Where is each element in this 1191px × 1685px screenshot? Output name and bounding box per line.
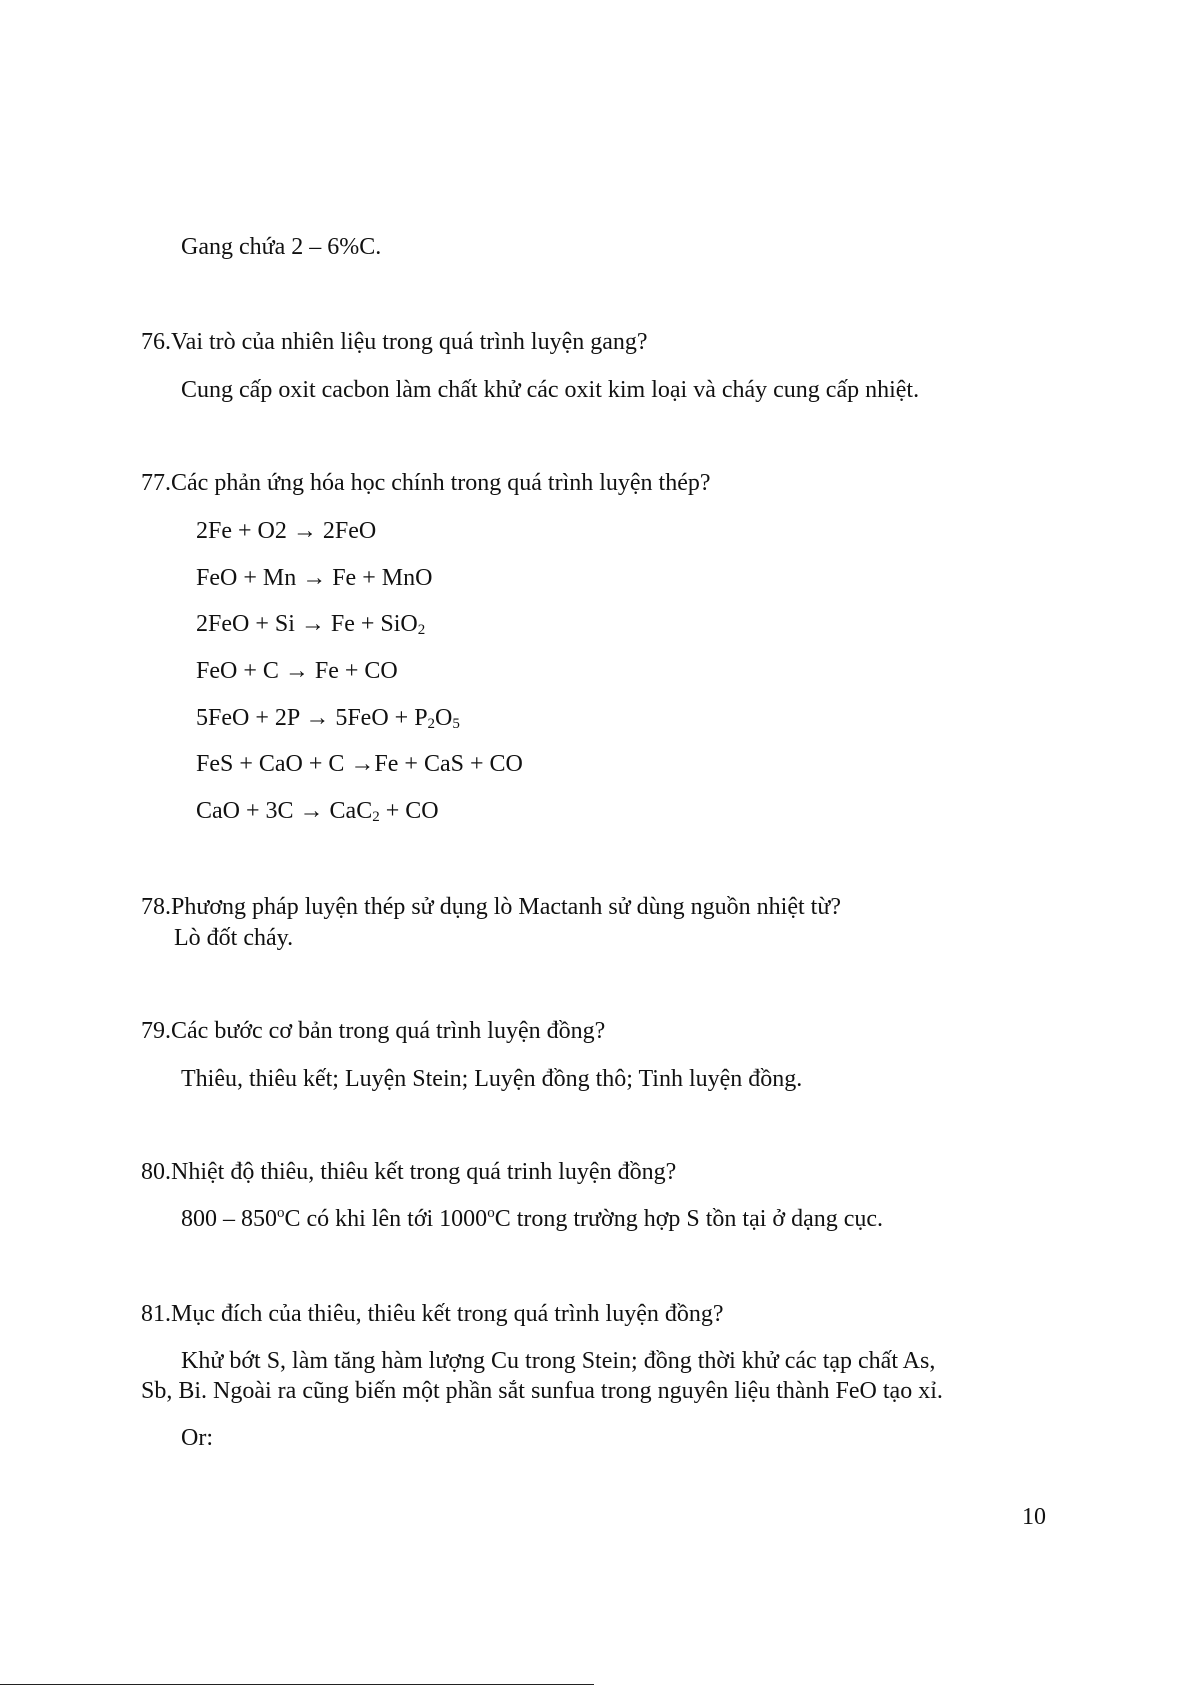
answer-80-part-1: 800 – 850: [181, 1206, 277, 1232]
page-number: 10: [1022, 1504, 1046, 1530]
answer-80: [181, 1205, 883, 1234]
answer-79: Thiêu, thiêu kết; Luyện Stein; Luyện đồng thô; Tinh luyện đồng.: [181, 1066, 803, 1092]
equation-7-tail: + CO: [379, 798, 439, 824]
equation-6: FeS + CaO + C →Fe + CaS + CO: [196, 751, 523, 777]
equation-5-main: 5FeO + 2P → 5FeO + P: [196, 705, 428, 731]
question-76: 76.Vai trò của nhiên liệu trong quá trình luyện gang?: [141, 329, 648, 355]
question-81: 81.Mục đích của thiêu, thiêu kết trong quá trình luyện đồng?: [141, 1301, 724, 1327]
answer-81-line-1: Khử bớt S, làm tăng hàm lượng Cu trong Stein; đồng thời khử các tạp chất As,: [181, 1348, 936, 1374]
equation-3: [196, 610, 425, 639]
answer-80-degree-2: o: [487, 1205, 495, 1221]
equation-3-main: 2FeO + Si → Fe + SiO: [196, 611, 418, 637]
answer-80-degree-1: o: [277, 1205, 285, 1221]
equation-1: 2Fe + O2 → 2FeO: [196, 518, 377, 544]
question-77: 77.Các phản ứng hóa học chính trong quá trình luyện thép?: [141, 470, 711, 496]
equation-3-sub: 2: [417, 622, 426, 638]
equation-5: [196, 704, 460, 733]
equation-5-sub-2: 5: [452, 716, 460, 732]
answer-78: Lò đốt cháy.: [174, 925, 294, 951]
question-80: 80.Nhiệt độ thiêu, thiêu kết trong quá trinh luyện đồng?: [141, 1159, 677, 1185]
equation-7-main: CaO + 3C → CaC: [196, 798, 373, 824]
equation-7: [196, 797, 439, 826]
question-79: 79.Các bước cơ bản trong quá trình luyện đồng?: [141, 1018, 606, 1044]
intro-text: Gang chứa 2 – 6%C.: [181, 234, 382, 260]
equation-4: FeO + C → Fe + CO: [196, 658, 398, 684]
equation-7-sub: 2: [372, 809, 380, 825]
answer-76: Cung cấp oxit cacbon làm chất khử các oxit kim loại và cháy cung cấp nhiệt.: [181, 377, 920, 403]
question-78: 78.Phương pháp luyện thép sử dụng lò Mactanh sử dùng nguồn nhiệt từ?: [141, 894, 841, 920]
equation-2: FeO + Mn → Fe + MnO: [196, 565, 433, 591]
equation-5-sub-1: 2: [427, 716, 436, 732]
answer-80-part-2: C có khi lên tới 1000: [284, 1206, 488, 1232]
answer-81-line-2: Sb, Bi. Ngoài ra cũng biến một phần sắt sunfua trong nguyên liệu thành FeO tạo xỉ.: [141, 1378, 943, 1404]
equation-5-part: O: [435, 705, 453, 731]
answer-81-extra: Or:: [181, 1425, 213, 1451]
answer-80-part-3: C trong trường hợp S tồn tại ở dạng cục.: [494, 1206, 884, 1232]
